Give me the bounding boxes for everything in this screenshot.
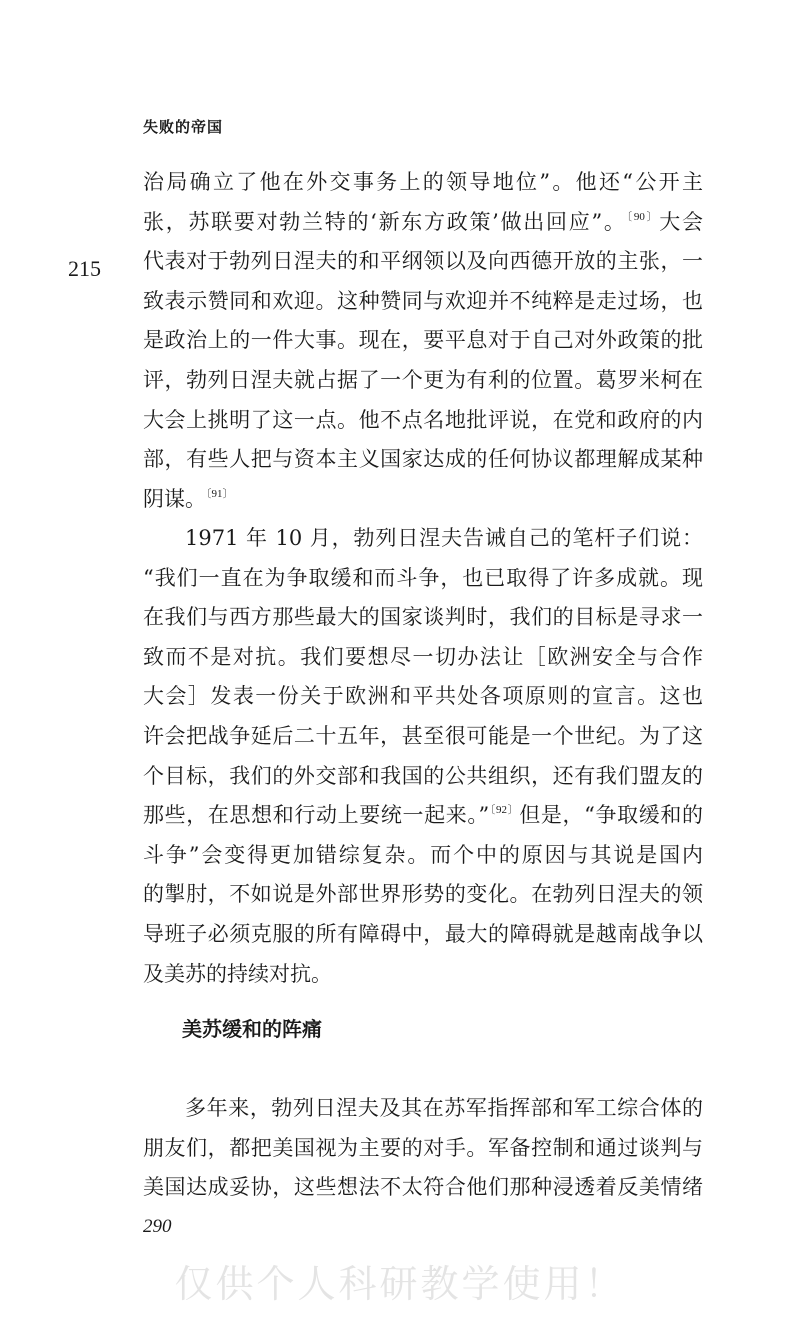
text-line: 代表对于勃列日涅夫的和平纲领以及向西德开放的主张，一 [143, 249, 703, 274]
text-line: 个目标，我们的外交部和我国的公共组织，还有我们盟友的 [143, 763, 703, 788]
text-line: 1971 年 10 月，勃列日涅夫告诫自己的笔杆子们说： [185, 526, 703, 550]
margin-page-reference: 215 [68, 256, 101, 281]
paragraph-3 [143, 1089, 703, 1208]
text-line: 是政治上的一件大事。现在，要平息对于自己对外政策的批 [143, 328, 703, 353]
text-line: 阴谋。$^{〔91〕}$ [143, 486, 234, 511]
text-line: 的掣肘，不如说是外部世界形势的变化。在勃列日涅夫的领 [143, 882, 703, 907]
text-line: 部，有些人把与资本主义国家达成的任何协议都理解成某种 [143, 447, 703, 472]
text-line: 导班子必须克服的所有障碍中，最大的障碍就是越南战争以 [143, 921, 703, 946]
text-line: 多年来，勃列日涅夫及其在苏军指挥部和军工综合体的 [185, 1096, 703, 1120]
watermark: 仅供个人科研教学使用！ [174, 1262, 626, 1306]
text-line: 许会把战争延后二十五年，甚至很可能是一个世纪。为了这 [143, 723, 703, 748]
text-line: 治局确立了他在外交事务上的领导地位”。他还“公开主 [143, 170, 703, 194]
text-line: 及美苏的持续对抗。 [143, 961, 332, 986]
paragraph-2 [143, 519, 703, 994]
text-line: 朋友们，都把美国视为主要的对手。军备控制和通过谈判与 [143, 1135, 703, 1160]
footnote-ref-90: 〔90〕 [626, 210, 660, 223]
text-line: 那些，在思想和行动上要统一起来。”$^{〔92〕}$但是，“争取缓和的 [143, 803, 703, 828]
footnote-ref-91: 〔91〕 [206, 487, 234, 500]
text-line: 致表示赞同和欢迎。这种赞同与欢迎并不纯粹是走过场，也 [143, 288, 703, 313]
text-line: 在我们与西方那些最大的国家谈判时，我们的目标是寻求一 [143, 605, 703, 630]
text-line: 致而不是对抗。我们要想尽一切办法让［欧洲安全与合作 [143, 644, 703, 669]
section-heading: 美苏缓和的阵痛 [182, 1017, 322, 1041]
footnote-ref-92: 〔92〕 [489, 804, 520, 817]
text-line: “我们一直在为争取缓和而斗争，也已取得了许多成就。现 [143, 565, 703, 590]
text-line: 美国达成妥协，这些想法不太符合他们那种浸透着反美情绪 [143, 1175, 703, 1200]
text-line: 张，苏联要对勃兰特的‘新东方政策’做出回应”。$^{〔90〕}$大会 [143, 209, 703, 234]
text-line: 大会］发表一份关于欧洲和平共处各项原则的宣言。这也 [143, 684, 703, 709]
text-line: 大会上挑明了这一点。他不点名地批评说，在党和政府的内 [143, 407, 703, 432]
text-line: 评，勃列日涅夫就占据了一个更为有利的位置。葛罗米柯在 [143, 367, 703, 392]
text-line: 斗争”会变得更加错综复杂。而个中的原因与其说是国内 [143, 842, 703, 867]
paragraph-1 [143, 163, 703, 519]
running-head-title: 失败的帝国 [143, 118, 224, 136]
page-number: 290 [143, 1216, 172, 1237]
